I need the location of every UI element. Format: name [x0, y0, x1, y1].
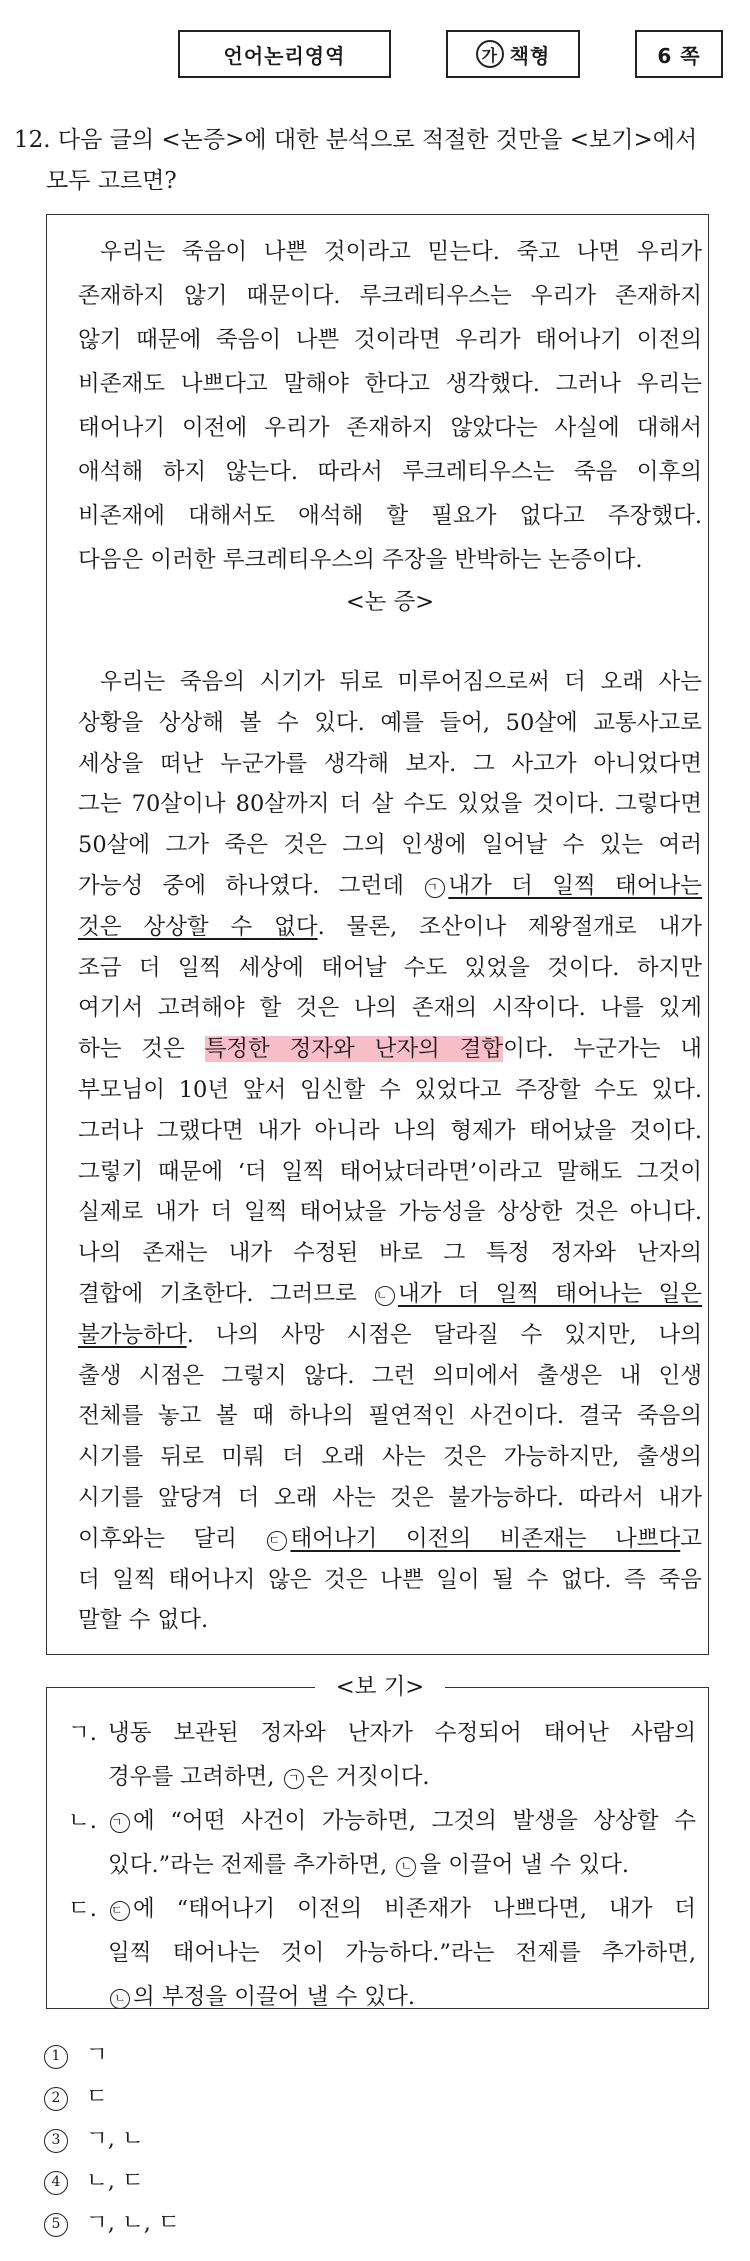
text-span: 경우를 고려하면,	[108, 1764, 282, 1791]
argument-line	[78, 1315, 702, 1355]
question-line-1: 12. 다음 글의 <논증>에 대한 분석으로 적절한 것만을 <보기>에서	[14, 127, 698, 153]
text-span: 이다. 누군가는 내	[503, 1036, 702, 1063]
argument-line	[78, 1029, 702, 1069]
ref-marker: ㄱ	[110, 1813, 130, 1833]
text-span: 을 이끌어 낼 수 있다.	[419, 1852, 630, 1879]
text-span: . 물론, 조산이나 제왕절개로 내가	[317, 913, 702, 940]
text-span: 말할 수 없다.	[78, 1607, 209, 1634]
option-text: ㄷ	[86, 2084, 108, 2111]
option-number: 4	[44, 2171, 68, 2195]
argument-line: 50살에 그가 죽은 것은 그의 인생에 일어날 수 있는 여러	[78, 832, 702, 859]
ref-marker: ㄱ	[284, 1769, 304, 1789]
answer-option[interactable]	[44, 2035, 108, 2075]
text-span: . 나의 사망 시점은 달라질 수 있지만, 나의	[186, 1321, 702, 1348]
bogi-item-c-line	[108, 1975, 415, 2019]
argument-line: 그렇기 때문에 ‘더 일찍 태어났더라면’이라고 말해도 그것이	[78, 1158, 702, 1185]
answer-option[interactable]	[44, 2077, 108, 2117]
booklet-type-label	[446, 30, 580, 78]
ref-marker: ㄴ	[110, 1989, 130, 2009]
section-text: 언어논리영역	[223, 43, 346, 68]
intro-line: 존재하지 않기 때문이다. 루크레티우스는 우리가 존재하지	[78, 283, 702, 309]
booklet-text: 책형	[509, 43, 551, 68]
question-line-2: 모두 고르면?	[46, 168, 177, 194]
argument-line: 부모님이 10년 앞서 임신할 수 있었다고 주장할 수도 있다.	[78, 1077, 702, 1103]
claim-marker-2: ㄴ	[375, 1286, 395, 1306]
argument-line: 상황을 상상해 볼 수 있다. 예를 들어, 50살에 교통사고로	[78, 709, 702, 736]
text-span: 에 “태어나기 이전의 비존재가 나쁘다면, 내가 더	[133, 1896, 696, 1923]
booklet-mark: 가	[476, 40, 504, 68]
option-number: 5	[44, 2213, 68, 2237]
bogi-item-b-line	[108, 1799, 696, 1843]
argument-line: 전체를 놓고 볼 때 하나의 필연적인 사건이다. 결국 죽음의	[78, 1403, 702, 1430]
answer-option[interactable]	[44, 2119, 144, 2159]
intro-line: 태어나기 이전에 우리가 존재하지 않았다는 사실에 대해서	[78, 415, 702, 441]
bogi-label-b: ㄴ.	[68, 1808, 97, 1835]
intro-line: 비존재에 대해서도 애석해 할 필요가 없다고 주장했다.	[78, 503, 702, 529]
text-span: 하는 것은	[78, 1036, 205, 1063]
argument-line: 출생 시점은 그렇지 않다. 그런 의미에서 출생은 내 인생	[78, 1362, 702, 1389]
option-text: ㄱ	[86, 2042, 108, 2069]
answer-option[interactable]	[44, 2161, 144, 2201]
option-text: ㄱ, ㄴ	[86, 2126, 144, 2153]
highlighted-phrase: 특정한 정자와 난자의 결합	[204, 1036, 504, 1063]
argument-line	[78, 1600, 702, 1640]
argument-line: 그러나 그랬다면 내가 아니라 나의 형제가 태어났을 것이다.	[78, 1117, 702, 1144]
bogi-label-a: ㄱ.	[68, 1720, 97, 1747]
intro-line: 비존재도 나쁘다고 말해야 한다고 생각했다. 그러나 우리는	[78, 371, 702, 397]
argument-line: 세상을 떠난 누군가를 생각해 보자. 그 사고가 아니었다면	[78, 750, 702, 777]
option-text: ㄴ, ㄷ	[86, 2168, 144, 2195]
argument-line: 실제로 내가 더 일찍 태어났을 가능성을 상상한 것은 아니다.	[78, 1199, 702, 1226]
text-span: 의 부정을 이끌어 낼 수 있다.	[133, 1984, 415, 2011]
text-span: 에 “어떤 사건이 가능하면, 그것의 발생을 상상할 수	[133, 1808, 696, 1835]
argument-line	[78, 907, 702, 947]
argument-line: 여기서 고려해야 할 것은 나의 존재의 시작이다. 나를 있게	[78, 995, 702, 1022]
argument-line	[78, 1274, 702, 1314]
claim-1-underlined: 내가 더 일찍 태어나는	[448, 873, 702, 899]
argument-line	[78, 866, 702, 906]
argument-line: 조금 더 일찍 세상에 태어날 수도 있었을 것이다. 하지만	[78, 954, 702, 981]
argument-line: 나의 존재는 내가 수정된 바로 그 특정 정자와 난자의	[78, 1240, 702, 1267]
intro-line: 우리는 죽음이 나쁜 것이라고 믿는다. 죽고 나면 우리가	[100, 239, 702, 265]
bogi-item-a-line: 냉동 보관된 정자와 난자가 수정되어 태어난 사람의	[108, 1720, 696, 1747]
intro-line: 애석해 하지 않는다. 따라서 루크레티우스는 죽음 이후의	[78, 459, 702, 485]
claim-marker-1: ㄱ	[425, 878, 445, 898]
argument-line: 시기를 앞당겨 더 오래 사는 것은 불가능하다. 따라서 내가	[78, 1485, 702, 1511]
argument-line: 더 일찍 태어나지 않은 것은 나쁜 일이 될 수 없다. 즉 죽음	[78, 1566, 702, 1593]
text-span: 고	[680, 1525, 703, 1552]
bogi-item-b-line	[108, 1843, 629, 1887]
argument-title: <논 증>	[345, 589, 435, 615]
bogi-title: <보 기>	[315, 1667, 445, 1707]
bogi-label-c: ㄷ.	[68, 1896, 97, 1923]
bogi-item-c-line	[108, 1887, 696, 1931]
ref-marker: ㄷ	[110, 1901, 130, 1921]
option-text: ㄱ, ㄴ, ㄷ	[86, 2210, 180, 2237]
intro-line: 않기 때문에 죽음이 나쁜 것이라면 우리가 태어나기 이전의	[78, 327, 702, 353]
text-span: 있다.”라는 전제를 추가하면,	[108, 1852, 395, 1879]
section-label	[178, 30, 391, 78]
page-number	[635, 30, 723, 78]
argument-line	[78, 1519, 702, 1559]
ref-marker: ㄴ	[396, 1857, 416, 1877]
text-span: 결합에 기초한다. 그러므로	[78, 1281, 373, 1307]
claim-1-underlined: 것은 상상할 수 없다	[78, 913, 318, 940]
intro-line: 다음은 이러한 루크레티우스의 주장을 반박하는 논증이다.	[78, 547, 643, 573]
page-text: 6 쪽	[657, 43, 701, 68]
argument-line: 그는 70살이나 80살까지 더 살 수도 있었을 것이다. 그렇다면	[78, 791, 702, 818]
bogi-item-c-line: 일찍 태어나는 것이 가능하다.”라는 전제를 추가하면,	[108, 1940, 696, 1967]
claim-marker-3: ㄷ	[267, 1531, 287, 1551]
bogi-item-a-line	[108, 1755, 430, 1799]
option-number: 1	[44, 2045, 68, 2069]
argument-line: 시기를 뒤로 미뤄 더 오래 사는 것은 가능하지만, 출생의	[78, 1444, 702, 1471]
text-span: 이후와는 달리	[78, 1525, 266, 1552]
claim-3-underlined: 태어나기 이전의 비존재는 나쁘다	[290, 1525, 681, 1552]
claim-2-underlined: 불가능하다	[78, 1321, 187, 1348]
text-span: 은 거짓이다.	[306, 1764, 430, 1791]
text-span: 가능성 중에 하나였다. 그런데	[78, 873, 424, 899]
claim-2-underlined: 내가 더 일찍 태어나는 일은	[397, 1281, 702, 1307]
option-number: 2	[44, 2087, 68, 2111]
answer-option[interactable]	[44, 2203, 180, 2243]
argument-line: 우리는 죽음의 시기가 뒤로 미루어짐으로써 더 오래 사는	[100, 669, 702, 695]
option-number: 3	[44, 2129, 68, 2153]
